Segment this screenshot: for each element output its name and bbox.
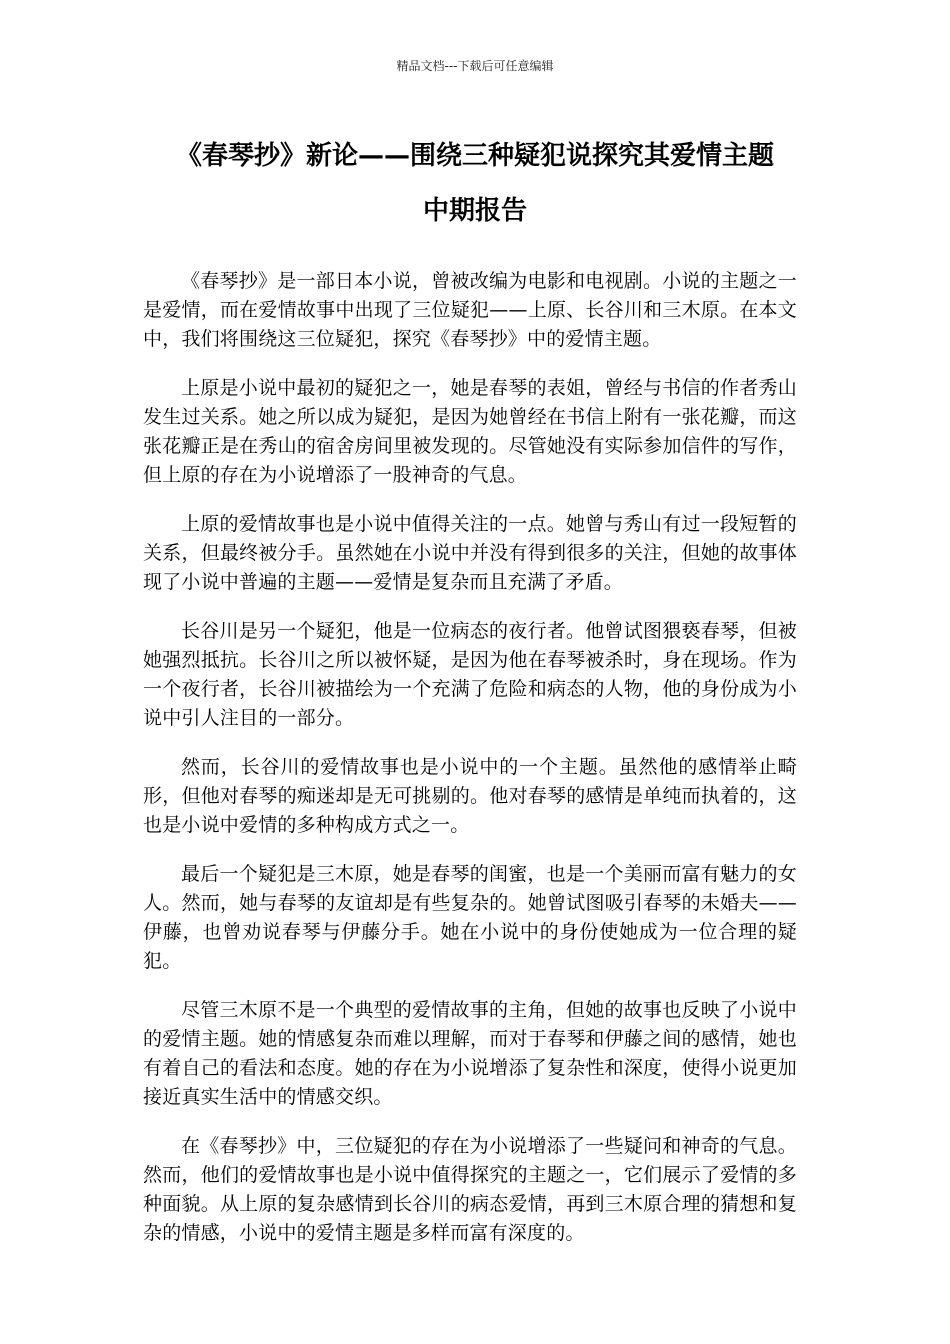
paragraph: 最后一个疑犯是三木原，她是春琴的闺蜜，也是一个美丽而富有魅力的女人。然而，她与春琴的友谊却是有些复杂的。她曾试图吸引春琴的未婚夫——伊藤，也曾劝说春琴与伊藤分手。她在小说中的身份使她成为一位合理的疑犯。 bbox=[143, 863, 797, 972]
title-line-1: 《春琴抄》新论——围绕三种疑犯说探究其爱情主题 bbox=[175, 141, 774, 171]
paragraph: 在《春琴抄》中，三位疑犯的存在为小说增添了一些疑问和神奇的气息。然而，他们的爱情故事也是小说中值得探究的主题之一，它们展示了爱情的多种面貌。从上原的复杂感情到长谷川的病态爱情，再到三木原合理的猜想和复杂的情感，小说中的爱情主题是多样而富有深度的。 bbox=[143, 1135, 797, 1244]
document-body bbox=[143, 267, 797, 1268]
paragraph: 然而，长谷川的爱情故事也是小说中的一个主题。虽然他的感情举止畸形，但他对春琴的痴迷却是无可挑剔的。他对春琴的感情是单纯而执着的，这也是小说中爱情的多种构成方式之一。 bbox=[143, 756, 797, 836]
paragraph: 尽管三木原不是一个典型的爱情故事的主角，但她的故事也反映了小说中的爱情主题。她的情感复杂而难以理解，而对于春琴和伊藤之间的感情，她也有着自己的看法和态度。她的存在为小说增添了复杂性和深度，使得小说更加接近真实生活中的情感交织。 bbox=[143, 999, 797, 1108]
paragraph: 上原的爱情故事也是小说中值得关注的一点。她曾与秀山有过一段短暂的关系，但最终被分手。虽然她在小说中并没有得到很多的关注，但她的故事体现了小说中普遍的主题——爱情是复杂而且充满了矛盾。 bbox=[143, 513, 797, 593]
header-note: 精品文档---下载后可任意编辑 bbox=[396, 59, 554, 73]
paragraph: 长谷川是另一个疑犯，他是一位病态的夜行者。他曾试图猥亵春琴，但被她强烈抵抗。长谷川之所以被怀疑，是因为他在春琴被杀时，身在现场。作为一个夜行者，长谷川被描绘为一个充满了危险和病态的人物，他的身份成为小说中引人注目的一部分。 bbox=[143, 620, 797, 729]
paragraph: 上原是小说中最初的疑犯之一，她是春琴的表姐，曾经与书信的作者秀山发生过关系。她之所以成为疑犯，是因为她曾经在书信上附有一张花瓣，而这张花瓣正是在秀山的宿舍房间里被发现的。尽管她没有实际参加信件的写作，但上原的存在为小说增添了一股神奇的气息。 bbox=[143, 377, 797, 486]
paragraph: 《春琴抄》是一部日本小说，曾被改编为电影和电视剧。小说的主题之一是爱情，而在爱情故事中出现了三位疑犯——上原、长谷川和三木原。在本文中，我们将围绕这三位疑犯，探究《春琴抄》中的爱情主题。 bbox=[143, 270, 797, 350]
title-line-2: 中期报告 bbox=[422, 196, 527, 226]
